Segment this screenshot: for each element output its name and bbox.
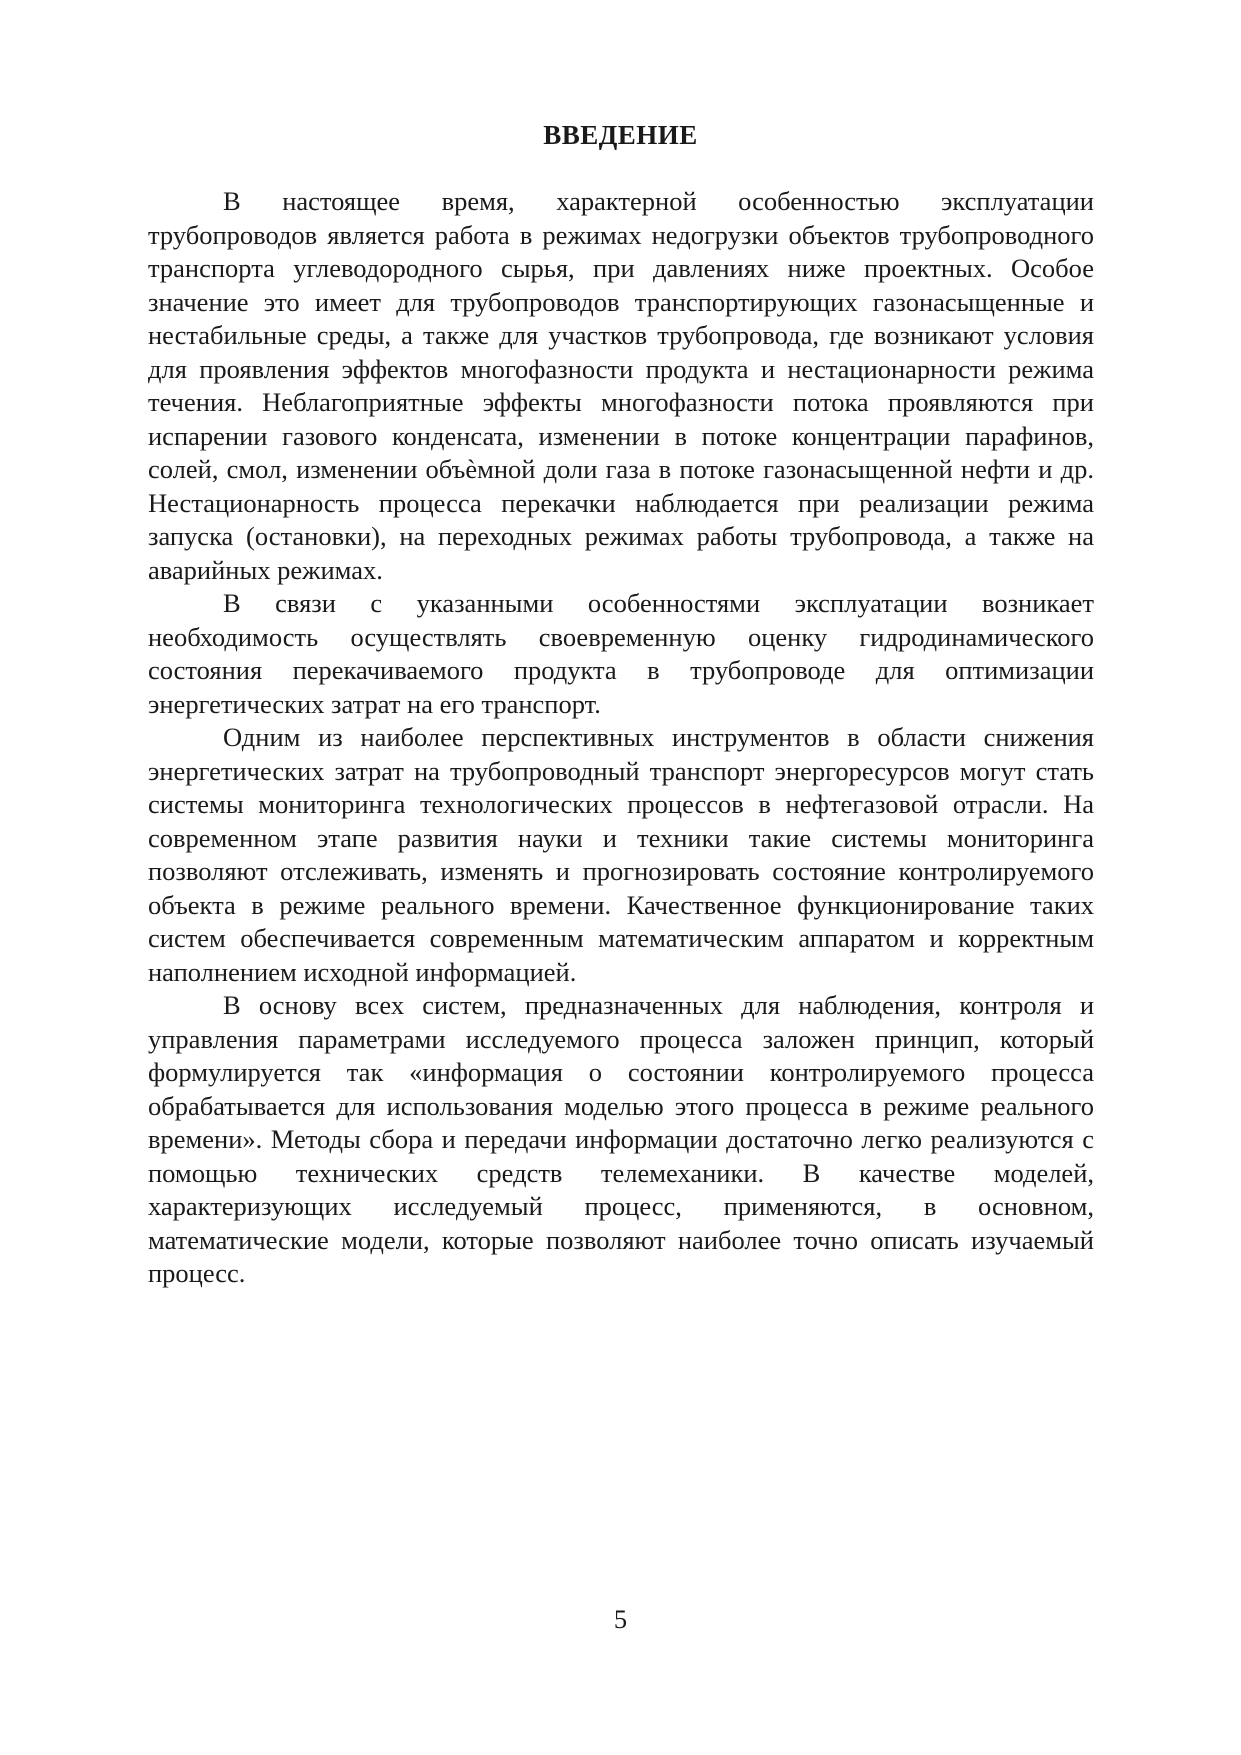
paragraph-1: В настоящее время, характерной особенностью эксплуатации трубопроводов является работа в режимах недогрузки объектов трубопроводного транспорта углеводородного сырья, при давлениях ниже проектных. Особое значение это имеет для трубопроводов транспортирующих газонасыщенные и нестабильные среды, а также для участков трубопровода, где возникают условия для проявления эффектов многофазности продукта и нестационарности режима течения. Неблагоприятные эффекты многофазности потока проявляются при испарении газового конденсата, изменении в потоке концентрации парафинов, солей, смол, изменении объѐмной доли газа в потоке газонасыщенной нефти и др. Нестационарность процесса перекачки наблюдается при реализации режима запуска (остановки), на переходных режимах работы трубопровода, а также на аварийных режимах.: [148, 186, 1094, 585]
body-text: [148, 185, 1094, 1291]
paragraph-2: В связи с указанными особенностями эксплуатации возникает необходимость осуществлять своевременную оценку гидродинамического состояния перекачиваемого продукта в трубопроводе для оптимизации энергетических затрат на его транспорт.: [148, 588, 1094, 719]
paragraph-4: В основу всех систем, предназначенных для наблюдения, контроля и управления параметрами исследуемого процесса заложен принцип, который формулируется так «информация о состоянии контролируемого процесса обрабатывается для использования моделью этого процесса в режиме реального времени». Методы сбора и передачи информации достаточно легко реализуются с помощью технических средств телемеханики. В качестве моделей, характеризующих исследуемый процесс, применяются, в основном, математические модели, которые позволяют наиболее точно описать изучаемый процесс.: [148, 990, 1094, 1288]
page-number: 5: [613, 1604, 628, 1634]
paragraph-3: Одним из наиболее перспективных инструментов в области снижения энергетических затрат на трубопроводный транспорт энергоресурсов могут стать системы мониторинга технологических процессов в нефтегазовой отрасли. На современном этапе развития науки и техники такие системы мониторинга позволяют отслеживать, изменять и прогнозировать состояние контролируемого объекта в режиме реального времени. Качественное функционирование таких систем обеспечивается современным математическим аппаратом и корректным наполнением исходной информацией.: [148, 722, 1094, 987]
section-title: ВВЕДЕНИЕ: [543, 120, 698, 150]
